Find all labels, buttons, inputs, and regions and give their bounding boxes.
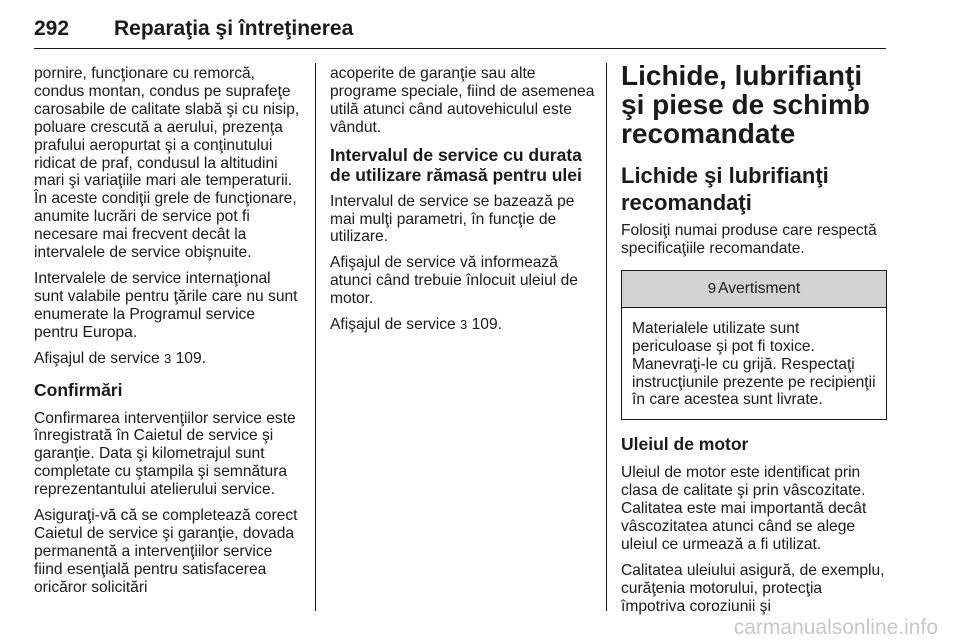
reference-arrow-icon: 3 xyxy=(460,317,468,333)
subsection-title: Lichide şi lubrifianţi recomandaţi xyxy=(621,163,829,215)
section-heading-engine-oil: Uleiul de motor xyxy=(621,434,749,455)
reference-text: Afişajul de service xyxy=(330,316,456,334)
warning-body: Materialele utilizate sunt periculoase şi pot fi toxice. Manevraţi-le cu grijă. Respectaţi instrucţiunile prezente pe recipienţii în care acestea sunt livrate. xyxy=(632,319,876,409)
reference-text: Afişajul de service xyxy=(34,349,160,367)
warning-label: Avertisment xyxy=(718,279,801,297)
paragraph: Asiguraţi-vă că se completează corect Caietul de service şi garanţie, dovada permanentă a intervenţiilor service fiind esenţială pentru satisfacerea oricăror solicitări xyxy=(34,507,298,596)
page-number: 292 xyxy=(34,17,70,40)
page-header xyxy=(34,12,886,49)
paragraph: Calitatea uleiului asigură, de exemplu, curăţenia motorului, protecţia împotriva coroziunii şi xyxy=(621,561,885,615)
column-2 xyxy=(330,65,598,342)
chapter-title: Reparaţia şi întreţinerea xyxy=(114,17,354,40)
paragraph: pornire, funcţionare cu remorcă, condus montan, condus pe suprafeţe carosabile de calitate slabă şi cu nisip, poluare crescută a aerului, prezenţa prafului aeropurtat şi a conţinutului ridicat de praf, condusul la altitudini mari şi variaţiile mari ale temperaturii. În aceste condiţii grele de funcţionare, anumite lucrări de service pot fi necesare mai frecvent decât la intervalele de service obişnuite. xyxy=(34,65,300,262)
column-1 xyxy=(34,65,302,605)
service-display-reference xyxy=(34,350,302,368)
warning-box xyxy=(621,270,887,421)
paragraph: Intervalul de service se bazează pe mai mulţi parametri, în funcţie de utilizare. xyxy=(330,192,575,246)
paragraph: Folosiţi numai produse care respectă specificaţiile recomandate. xyxy=(621,222,877,257)
watermark: carmanualsonline.info xyxy=(733,616,938,639)
warning-header xyxy=(622,271,886,308)
paragraph: Confirmarea intervenţiilor service este înregistrată în Caietul de service şi garanţie. Data şi kilometrajul sunt completate cu ştampila şi semnătura reprezentantului atelierului service. xyxy=(34,409,296,499)
service-display-reference xyxy=(330,316,598,334)
paragraph: Intervalele de service internaţional sunt valabile pentru ţările care nu sunt enumerate la Programul service pentru Europa. xyxy=(34,269,298,341)
page-link[interactable]: 109. xyxy=(471,316,502,334)
section-heading-confirmari: Confirmări xyxy=(34,379,123,400)
page-link[interactable]: 109. xyxy=(175,349,206,367)
reference-arrow-icon: 3 xyxy=(164,350,172,366)
warning-triangle-icon: 9 xyxy=(707,279,717,297)
paragraph: acoperite de garanţie sau alte programe speciale, fiind de asemenea utilă atunci când autovehiculul este vândut. xyxy=(330,65,595,136)
column-divider-2 xyxy=(606,63,607,611)
section-heading-service-interval: Intervalul de service cu durata de utilizare rămasă pentru ulei xyxy=(330,144,582,185)
column-divider-1 xyxy=(315,63,316,611)
section-title: Lichide, lubrifianţi şi piese de schimb recomandate xyxy=(621,60,870,149)
column-3 xyxy=(621,60,887,624)
paragraph: Uleiul de motor este identificat prin clasa de calitate şi prin vâscozitate. Calitatea este mai importantă decât vâscozitatea atunci când se alege uleiul ce urmează a fi utilizat. xyxy=(621,464,867,553)
paragraph: Afişajul de service vă informează atunci când trebuie înlocuit uleiul de motor. xyxy=(330,254,578,308)
